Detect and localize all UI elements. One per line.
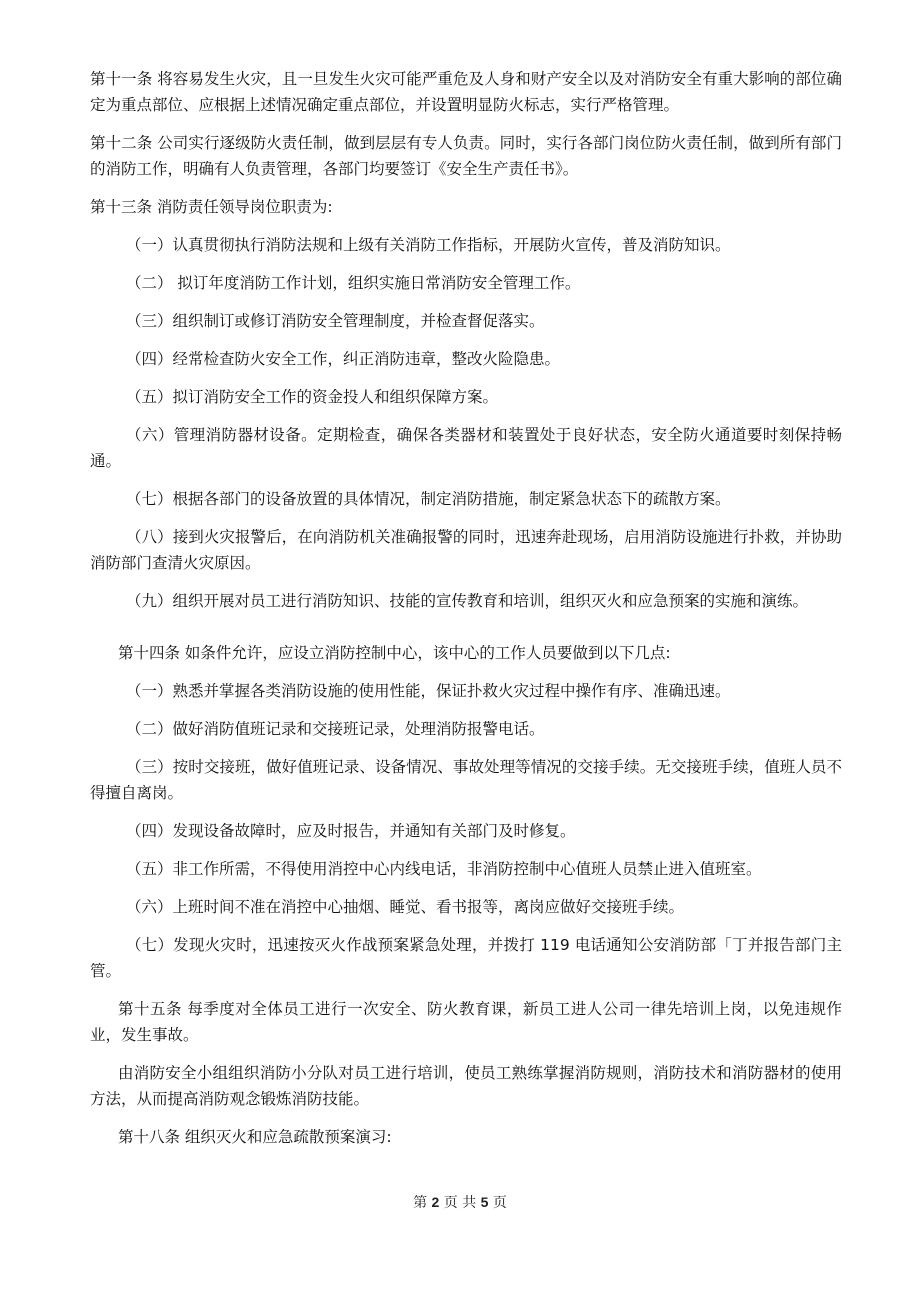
training-paragraph: 由消防安全小组组织消防小分队对员工进行培训，使员工熟练掌握消防规则，消防技术和消防器材的使用方法，从而提高消防观念锻炼消防技能。 xyxy=(90,1064,842,1108)
footer-suffix: 页 xyxy=(492,1195,507,1211)
article-13-item-3: （三）组织制订或修订消防安全管理制度，并检查督促落实。 xyxy=(126,312,545,330)
section-gap xyxy=(90,626,842,640)
article-13-item-9: （九）组织开展对员工进行消防知识、技能的宣传教育和培训，组织灭火和应急预案的实施和演练。 xyxy=(126,592,809,610)
article-14-item-6: （六）上班时间不准在消控中心抽烟、睡觉、看书报等，离岗应做好交接班手续。 xyxy=(126,898,685,916)
article-14-item-2: （二）做好消防值班记录和交接班记录，处理消防报警电话。 xyxy=(126,720,545,738)
footer-prefix: 第 xyxy=(413,1195,428,1211)
article-14-item-5: （五）非工作所需，不得使用消控中心内线电话，非消防控制中心值班人员禁止进入值班室。 xyxy=(126,860,762,878)
page-footer xyxy=(0,1192,920,1212)
article-14-item-3: （三）按时交接班，做好值班记录、设备情况、事故处理等情况的交接手续。无交接班手续，值班人员不得擅自离岗。 xyxy=(90,758,842,802)
article-11: 第十一条 将容易发生火灾，且一旦发生火灾可能严重危及人身和财产安全以及对消防安全有重大影响的部位确定为重点部位、应根据上述情况确定重点部位，并设置明显防火标志，实行严格管理。 xyxy=(90,70,842,114)
article-13-item-7: （七）根据各部门的设备放置的具体情况，制定消防措施，制定紧急状态下的疏散方案。 xyxy=(126,490,731,508)
article-14-item-7: （七）发现火灾时，迅速按灭火作战预案紧急处理，并拨打 119 电话通知公安消防部「丁并报告部门主管。 xyxy=(90,936,842,980)
footer-middle: 页 共 xyxy=(443,1195,477,1211)
article-13-item-1: （一）认真贯彻执行消防法规和上级有关消防工作指标，开展防火宣传，普及消防知识。 xyxy=(126,236,731,254)
current-page-number: 2 xyxy=(431,1194,440,1210)
article-13-item-8: （八）接到火灾报警后，在向消防机关准确报警的同时，迅速奔赴现场，启用消防设施进行扑救，并协助消防部门查清火灾原因。 xyxy=(90,528,842,572)
article-12: 第十二条 公司实行逐级防火责任制，做到层层有专人负责。同时，实行各部门岗位防火责任制，做到所有部门的消防工作，明确有人负责管理，各部门均要签订《安全生产责任书》。 xyxy=(90,134,842,178)
article-14: 第十四条 如条件允许，应设立消防控制中心，该中心的工作人员要做到以下几点: xyxy=(118,644,671,662)
total-page-count: 5 xyxy=(480,1194,489,1210)
article-14-item-1: （一）熟悉并掌握各类消防设施的使用性能，保证扑救火灾过程中操作有序、准确迅速。 xyxy=(126,682,731,700)
article-13: 第十三条 消防责任领导岗位职责为: xyxy=(90,198,333,216)
article-13-item-6: （六）管理消防器材设备。定期检查，确保各类器材和装置处于良好状态，安全防火通道要时刻保持畅通。 xyxy=(90,426,842,470)
article-13-item-5: （五）拟订消防安全工作的资金投人和组织保障方案。 xyxy=(126,388,499,406)
article-14-item-4: （四）发现设备故障时，应及时报告，并通知有关部门及时修复。 xyxy=(126,822,576,840)
article-13-item-4: （四）经常检查防火安全工作，纠正消防违章，整改火险隐患。 xyxy=(126,350,561,368)
document-body xyxy=(90,66,842,1162)
article-13-item-2: （二） 拟订年度消防工作计划，组织实施日常消防安全管理工作。 xyxy=(126,274,581,292)
article-18: 第十八条 组织灭火和应急疏散预案演习: xyxy=(118,1128,392,1146)
article-15: 第十五条 每季度对全体员工进行一次安全、防火教育课，新员工进人公司一律先培训上岗，以免违规作业，发生事故。 xyxy=(90,1000,842,1044)
